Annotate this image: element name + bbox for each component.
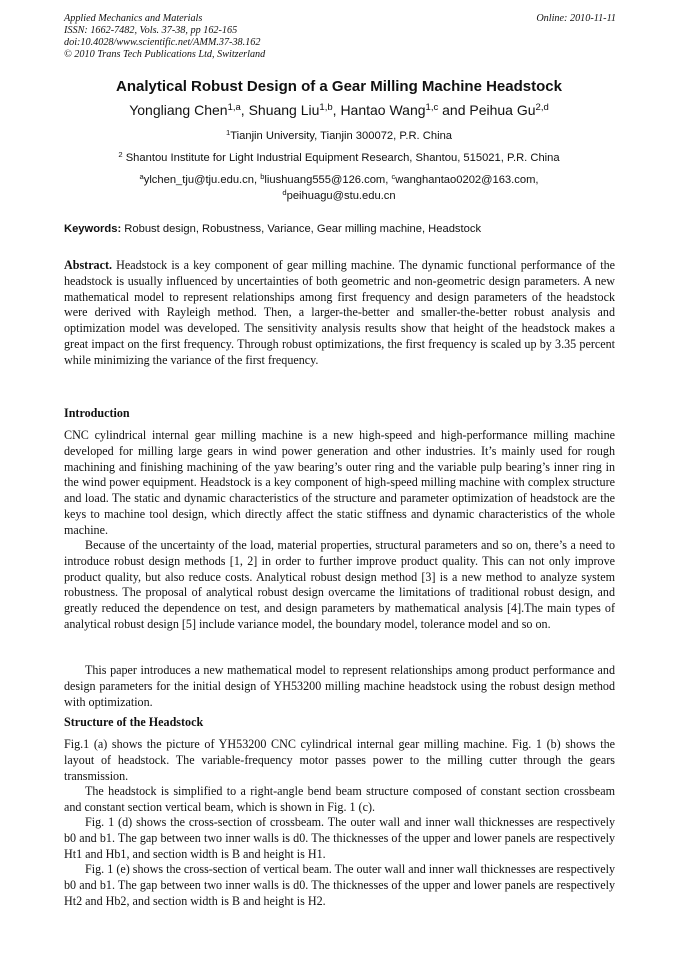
affiliation-2 <box>40 151 638 165</box>
copyright-line: © 2010 Trans Tech Publications Ltd, Switzerland <box>64 49 266 61</box>
body-paragraph: CNC cylindrical internal gear milling machine is a new high-speed and high-performance milling machine developed for milling large gears in wind power generation and other industries. It’s mainly used for rough machining and finishing machining of the yaw bearing’s outer ring and the variable pulp bearing’s inner ring in the wind power equipment. Headstock is a key component of high-speed milling machine with complex structure and load. The static and dynamic characteristics of the structure and parameter optimization of headstock are the keys to machine tool design, which directly affect the static stiffness and dynamic characteristics of the whole machine. <box>64 428 615 537</box>
journal-name: Applied Mechanics and Materials <box>64 13 203 24</box>
author-list <box>40 100 638 120</box>
doi-line: doi:10.4028/www.scientific.net/AMM.37-38.162 <box>64 37 261 49</box>
author-affiliation-mark: 1,a <box>227 101 241 113</box>
email-line-1 <box>40 173 638 187</box>
affiliation-text: Shantou Institute for Light Industrial Equipment Research, Shantou, 515021, P.R. China <box>122 152 560 164</box>
email-address: wanghantao0202@163.com, <box>395 174 539 186</box>
affiliation-text: Tianjin University, Tianjin 300072, P.R. China <box>230 130 453 142</box>
abstract-text: Headstock is a key component of gear milling machine. The dynamic functional performance of the headstock is usually influenced by uncertainties of both geometric and non-geometric design parameters. A new mathematical model to represent relationships among first frequency and design parameters of the headstock were derived with Rayleigh method. Then, a larger-the-better and smaller-the-better robust analysis and optimization model was developed. The sensitivity analysis results show that height of the headstock makes a great impact on the first frequency. Through robust optimizations, the first frequency is scaled up by 3.35 percent while minimizing the variance of the first frequency. <box>64 258 615 367</box>
abstract-label: Abstract. <box>64 258 113 272</box>
author-name: Shuang Liu <box>248 102 320 118</box>
abstract <box>64 258 615 369</box>
author-affiliation-mark: 2,d <box>535 101 549 113</box>
email-mark: a <box>139 171 144 181</box>
body-paragraph: Fig.1 (a) shows the picture of YH53200 CNC cylindrical internal gear milling machine. Fig. 1 (b) shows the layout of headstock. The variable-frequency motor passes power to the milling cutter through the gears transmission. <box>64 737 615 783</box>
email-address: peihuagu@stu.edu.cn <box>286 190 396 202</box>
email-address: ylchen_tju@tju.edu.cn, <box>143 174 261 186</box>
email-address: liushuang555@126.com, <box>264 174 392 186</box>
body-paragraph: Fig. 1 (e) shows the cross-section of vertical beam. The outer wall and inner wall thicknesses are respectively b0 and b1. The gap between two inner walls is d0. The thicknesses of the upper and lower panels are respectively Ht2 and Hb2, and section width is B and height is H2. <box>64 862 615 908</box>
section-heading-introduction: Introduction <box>64 406 130 420</box>
body-paragraph: Fig. 1 (d) shows the cross-section of crossbeam. The outer wall and inner wall thicknesses are respectively b0 and b1. The gap between two inner walls is d0. The thicknesses of the upper and lower panels are respectively Ht1 and Hb1, and section width is B and height is H1. <box>64 815 615 861</box>
author-name: Peihua Gu <box>469 102 536 118</box>
keywords-text: Robust design, Robustness, Variance, Gear milling machine, Headstock <box>121 223 482 235</box>
body-paragraph: The headstock is simplified to a right-angle bend beam structure composed of constant section crossbeam and constant section vertical beam, which is shown in Fig. 1 (c). <box>64 784 615 814</box>
issn-line: ISSN: 1662-7482, Vols. 37-38, pp 162-165 <box>64 25 238 37</box>
email-mark: d <box>282 187 287 197</box>
affiliation-1 <box>40 129 638 143</box>
author-separator: and <box>438 102 470 118</box>
keywords <box>64 222 616 236</box>
author-name: Yongliang Chen <box>129 102 228 118</box>
keywords-label: Keywords: <box>64 223 122 235</box>
email-mark: c <box>391 171 396 181</box>
author-affiliation-mark: 1,b <box>319 101 333 113</box>
body-paragraph: Because of the uncertainty of the load, material properties, structural parameters and so on, there’s a need to introduce robust design methods [1, 2] in order to further improve product quality. This can not only improve product quality, but also reduce costs. Analytical robust design method [3] is a new method to analyze system robustness. The proposal of analytical robust design overcame the limitations of traditional robust design, and greatly reduced the dependence on test, and design parameters by mathematical analysis [4].The main types of analytical robust design [5] include variance model, the boundary model, tolerance model and so on. <box>64 538 615 631</box>
author-separator: , <box>240 102 249 118</box>
author-separator: , <box>332 102 341 118</box>
body-paragraph: This paper introduces a new mathematical model to represent relationships among product performance and design parameters for the initial design of YH53200 milling machine headstock using the robust design method with optimization. <box>64 663 615 709</box>
author-affiliation-mark: 1,c <box>425 101 439 113</box>
affiliation-mark: 2 <box>118 149 123 159</box>
paper-title: Analytical Robust Design of a Gear Milling Machine Headstock <box>116 78 562 95</box>
email-mark: b <box>260 171 265 181</box>
affiliation-mark: 1 <box>225 127 231 137</box>
author-name: Hantao Wang <box>340 102 426 118</box>
journal-header <box>64 13 616 61</box>
online-date: Online: 2010-11-11 <box>536 13 616 24</box>
email-line-2 <box>40 189 638 203</box>
section-heading-structure: Structure of the Headstock <box>64 715 204 729</box>
